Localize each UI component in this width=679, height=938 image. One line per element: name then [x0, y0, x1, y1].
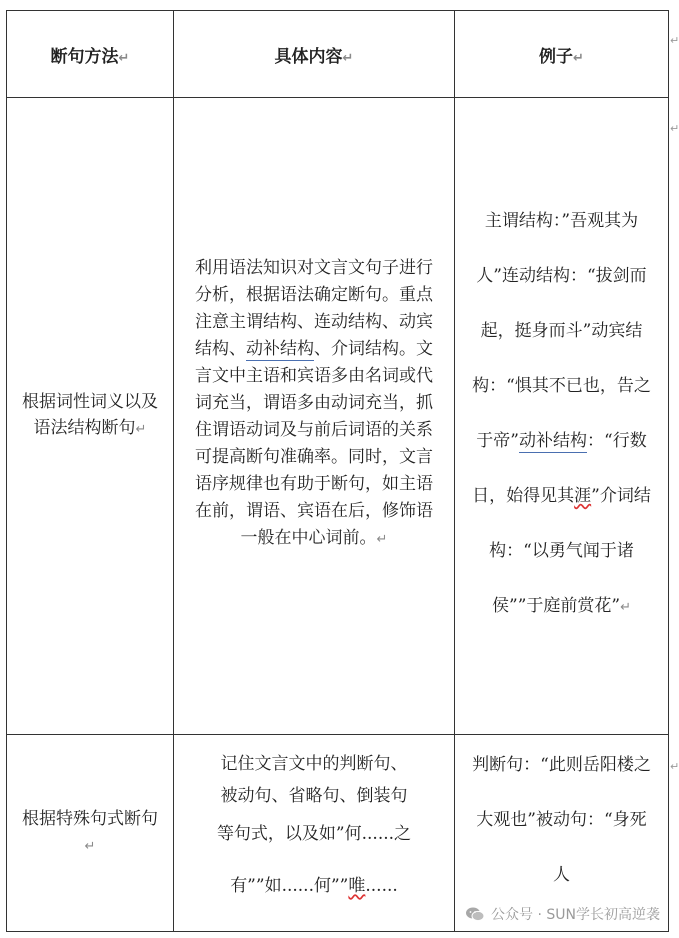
content-line: 等句式，以及如”何......之 — [216, 824, 412, 844]
example-text-mid: ：“行数日，始得见其 — [472, 430, 647, 506]
row-end-mark: ↵ — [670, 760, 679, 773]
table-row — [7, 98, 669, 735]
watermark — [465, 904, 660, 924]
header-content: 具体内容↵ — [174, 11, 455, 98]
header-row — [7, 11, 669, 98]
content-cell — [174, 98, 455, 735]
content-line: 有””如......何””唯...... — [230, 876, 398, 896]
method-table — [6, 10, 669, 932]
underlined-term: 动补结构 — [519, 430, 587, 451]
table-row — [7, 735, 669, 932]
header-example: 例子↵ — [455, 11, 669, 98]
return-mark: ↵ — [573, 50, 584, 66]
method-text: 根据特殊句式断句 — [22, 809, 158, 829]
content-line: 被动句、省略句、倒装句 — [220, 786, 408, 806]
method-cell — [7, 735, 174, 932]
method-text: 根据词性词义以及语法结构断句 — [22, 392, 158, 438]
spellcheck-word: 唯 — [348, 876, 366, 896]
example-cell — [455, 735, 669, 932]
watermark-text: 公众号 · SUN学长初高逆袭 — [491, 907, 660, 923]
return-mark: ↵ — [376, 532, 388, 547]
example-text-rest: ”介词结构：“以勇气闻于诸侯””于庭前赏花” — [489, 485, 651, 616]
wechat-icon — [465, 906, 485, 922]
underlined-term: 动补结构 — [246, 339, 314, 359]
return-mark: ↵ — [342, 50, 354, 66]
header-method: 断句方法↵ — [7, 11, 174, 98]
example-text: 判断句：“此则岳阳楼之大观也”被动句：“身死人 — [472, 755, 651, 885]
return-mark: ↵ — [135, 422, 147, 437]
row-end-mark: ↵ — [670, 34, 679, 47]
return-mark: ↵ — [118, 50, 130, 66]
example-cell — [455, 98, 669, 735]
spellcheck-word: 涯 — [574, 485, 592, 506]
method-cell — [7, 98, 174, 735]
return-mark: ↵ — [620, 599, 631, 615]
content-line: 记住文言文中的判断句、 — [220, 754, 408, 774]
content-text-rest: 、介词结构。文言文中主语和宾语多由名词或代词充当，谓语多由动词充当，抓住谓语动词及与前后词语的关系可提高断句准确率。同时，文言语序规律也有助于断句，如主语在前，谓语、宾语在后，修饰语一般在中心词前。 — [195, 339, 433, 548]
content-text: 利用语法知识对文言文句子进行分析，根据语法确定断句。重点注意主谓结构、连动结构、动宾结构、 — [195, 258, 433, 359]
row-end-mark: ↵ — [670, 122, 679, 135]
return-mark: ↵ — [84, 839, 96, 854]
example-text: 主谓结构：”吾观其为人”连动结构：“拔剑而起，挺身而斗”动宾结构：“惧其不已也，告之于帝” — [472, 210, 651, 451]
content-cell — [174, 735, 455, 932]
